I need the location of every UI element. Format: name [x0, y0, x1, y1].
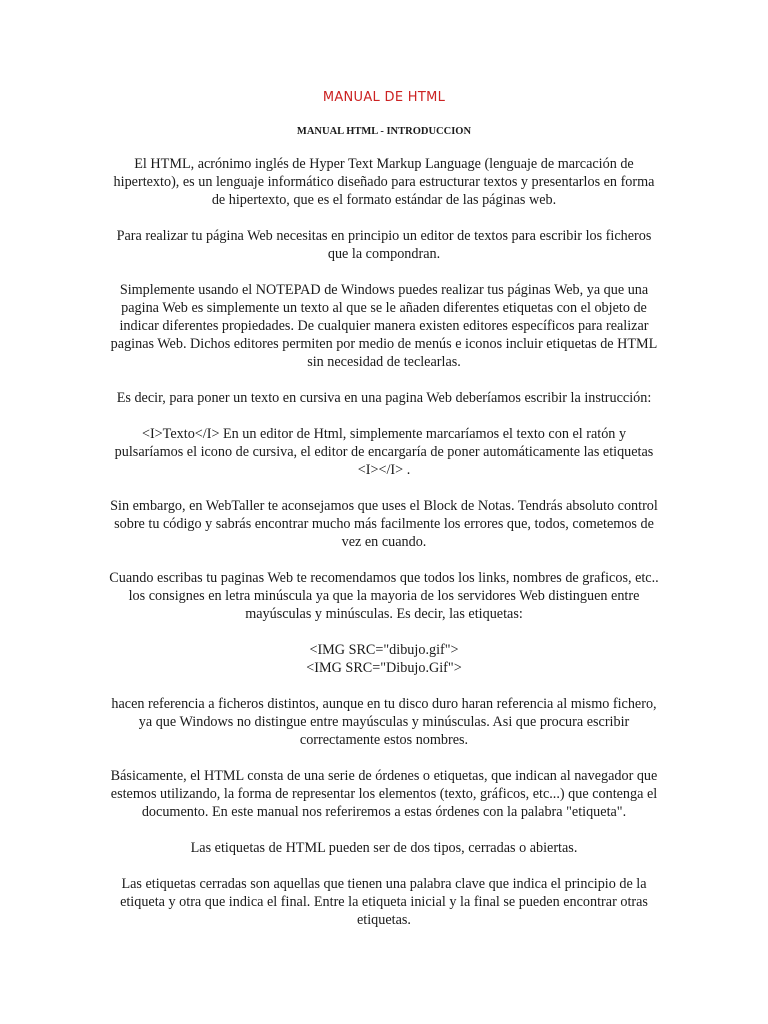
paragraph-text: Es decir, para poner un texto en cursiva en una pagina Web deberíamos escribir la instrucción: [116, 390, 652, 406]
paragraph-basicamente [108, 767, 660, 821]
paragraph-intro [108, 155, 660, 209]
paragraph-text: El HTML, acrónimo inglés de Hyper Text Markup Language (lenguaje de marcación de hipertexto), es un lenguaje informático diseñado para estructurar textos y presentarlos en forma de hipertexto, que es el formato estándar de las páginas web. [113, 156, 655, 208]
paragraph-text: Para realizar tu página Web necesitas en principio un editor de textos para escribir los ficheros que la compondran. [116, 228, 652, 262]
code-example [108, 641, 660, 677]
paragraph-cerradas [108, 875, 660, 929]
document-subtitle: MANUAL HTML - INTRODUCCION [296, 126, 472, 137]
paragraph-editor [108, 227, 660, 263]
paragraph-text: Simplemente usando el NOTEPAD de Windows puedes realizar tus páginas Web, ya que una pagina Web es simplemente un texto al que se le añaden diferentes etiquetas con el objeto de indicar diferentes propiedades. De cualquier manera existen editores específicos para realizar paginas Web. Dichos editores permiten por medio de menús e iconos incluir etiquetas de HTML sin necesidad de teclearlas. [110, 282, 658, 370]
paragraph-text: Básicamente, el HTML consta de una serie de órdenes o etiquetas, que indican al navegador que estemos utilizando, la forma de representar los elementos (texto, gráficos, etc...) que contenga el documento. En este manual nos referiremos a estas órdenes con la palabra "etiqueta". [110, 768, 658, 820]
paragraph-text: <I>Texto</I> En un editor de Html, simplemente marcaríamos el texto con el ratón y pulsaríamos el icono de cursiva, el editor de encargaría de poner automáticamente las etiquetas <I></I> . [114, 426, 654, 478]
paragraph-tipos [108, 839, 660, 857]
paragraph-cursiva [108, 389, 660, 407]
paragraph-text: hacen referencia a ficheros distintos, aunque en tu disco duro haran referencia al mismo fichero, ya que Windows no distingue entre mayúsculas y minúsculas. Asi que procura escribir correctamente estos nombres. [111, 696, 657, 748]
paragraph-text: Sin embargo, en WebTaller te aconsejamos que uses el Block de Notas. Tendrás absoluto control sobre tu código y sabrás encontrar mucho más facilmente los errores que, todos, cometemos de vez en cuando. [110, 498, 658, 550]
paragraph-minusculas [108, 569, 660, 623]
paragraph-notepad [108, 281, 660, 371]
paragraph-webtaller [108, 497, 660, 551]
paragraph-referencia [108, 695, 660, 749]
document-title: MANUAL DE HTML [322, 90, 446, 105]
code-line: <IMG SRC="Dibujo.Gif"> [306, 660, 462, 676]
paragraph-text: Las etiquetas cerradas son aquellas que tienen una palabra clave que indica el principio de la etiqueta y otra que indica el final. Entre la etiqueta inicial y la final se pueden encontrar otras etiquetas. [120, 876, 648, 928]
paragraph-texto-tag [108, 425, 660, 479]
code-line: <IMG SRC="dibujo.gif"> [309, 642, 459, 658]
paragraph-text: Las etiquetas de HTML pueden ser de dos tipos, cerradas o abiertas. [190, 840, 578, 856]
paragraph-text: Cuando escribas tu paginas Web te recomendamos que todos los links, nombres de graficos, etc.. los consignes en letra minúscula ya que la mayoria de los servidores Web distinguen entre mayúsculas y minúsculas. Es decir, las etiquetas: [109, 570, 659, 622]
